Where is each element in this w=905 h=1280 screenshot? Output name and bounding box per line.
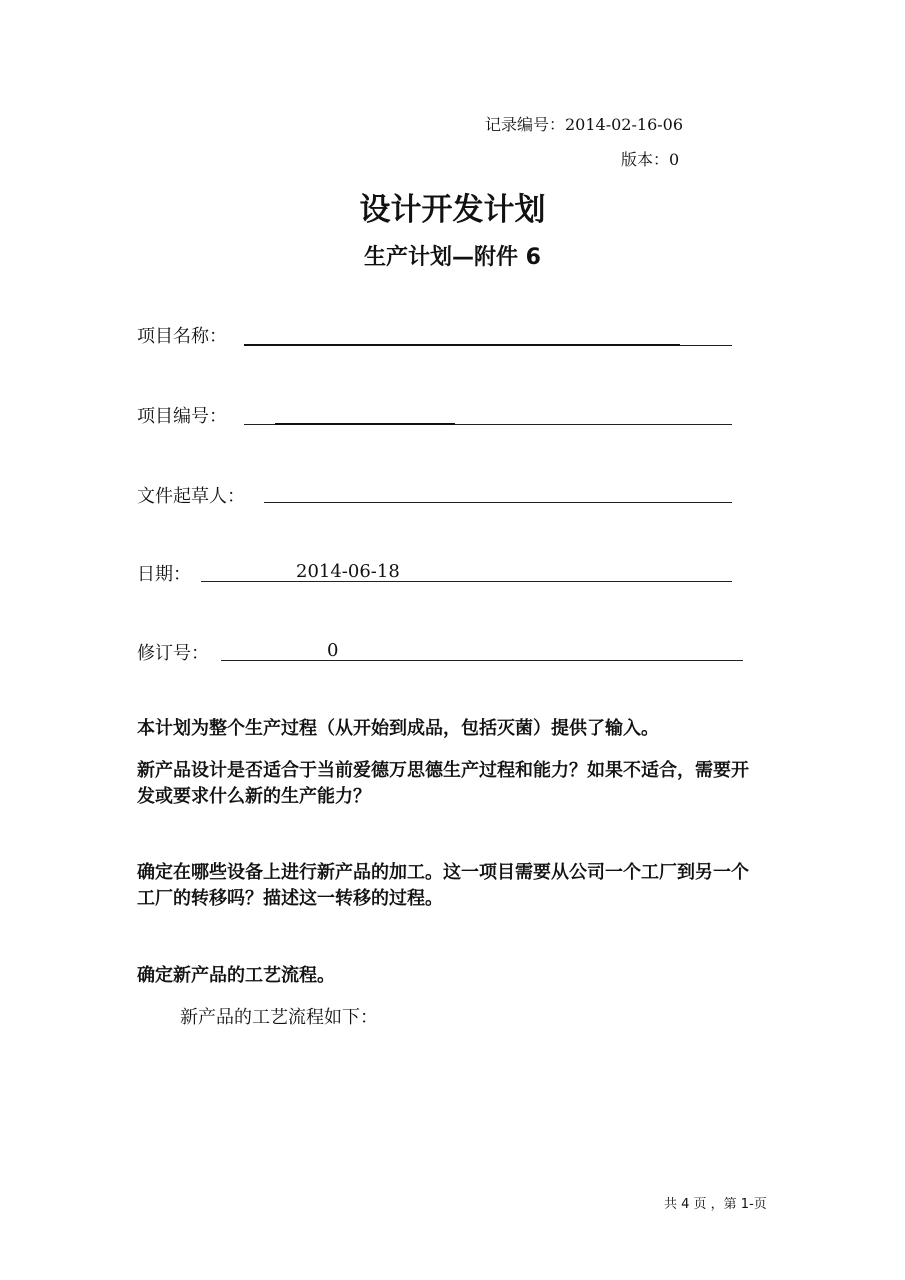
drafter-line — [264, 502, 732, 503]
paragraph-equipment-transfer: 确定在哪些设备上进行新产品的加工。这一项目需要从公司一个工厂到另一个工厂的转移吗？描述这一转移的过程。 — [137, 862, 749, 909]
drafter-label: 文件起草人： — [137, 486, 245, 507]
paragraph-process-flow-intro: 新产品的工艺流程如下： — [180, 1007, 378, 1028]
document-title: 设计开发计划 — [359, 192, 546, 228]
record-number: 记录编号：2014-02-16-06 — [485, 115, 684, 134]
project-number-label: 项目编号： — [137, 406, 227, 427]
project-name-line-tail — [680, 345, 732, 346]
revision-value: 0 — [327, 640, 339, 661]
project-number-line-filled — [275, 423, 455, 425]
date-value: 2014-06-18 — [296, 561, 400, 582]
date-label: 日期： — [137, 564, 191, 585]
version-number: 版本：0 — [621, 150, 680, 169]
paragraph-production-input: 本计划为整个生产过程（从开始到成品，包括灭菌）提供了输入。 — [137, 718, 659, 739]
project-name-label: 项目名称： — [137, 326, 227, 347]
page-footer: 共 4 页 ，第 1-页 — [664, 1197, 767, 1212]
document-subtitle: 生产计划—附件 6 — [364, 245, 541, 270]
paragraph-process-flow-heading: 确定新产品的工艺流程。 — [137, 965, 335, 986]
project-name-line — [244, 344, 680, 346]
revision-line — [221, 660, 743, 661]
paragraph-capability-question: 新产品设计是否适合于当前爱德万思德生产过程和能力？如果不适合，需要开发或要求什么新的生产能力？ — [137, 760, 749, 807]
date-line — [201, 581, 732, 582]
revision-label: 修订号： — [137, 643, 209, 664]
